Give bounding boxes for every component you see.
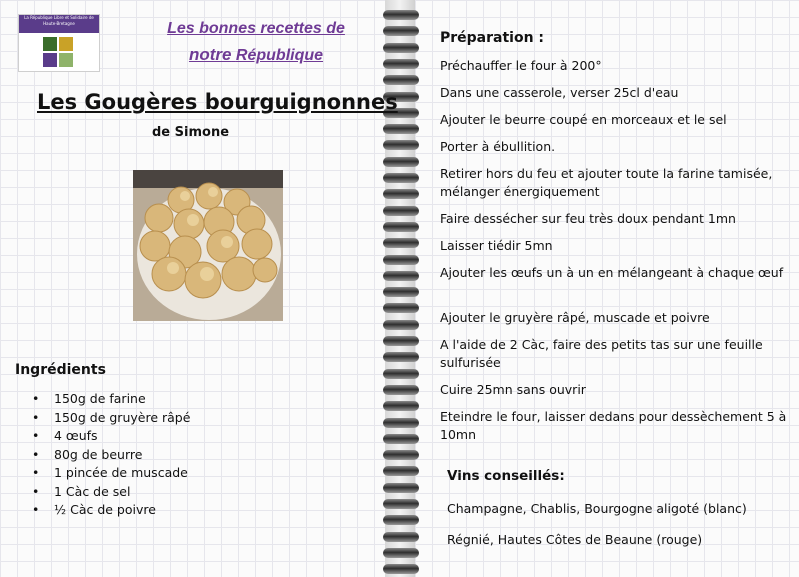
preparation-step: Préchauffer le four à 200° (440, 58, 602, 73)
preparation-step: A l'aide de 2 Càc, faire des petits tas sur une feuille sulfurisée (440, 337, 763, 370)
spiral-ring (383, 222, 419, 232)
spiral-ring (383, 75, 419, 85)
spiral-ring (383, 564, 419, 574)
ingredient-item: • 4 œufs (32, 427, 190, 446)
ingredient-item: • 1 Càc de sel (32, 483, 190, 502)
spiral-ring (383, 206, 419, 216)
spiral-ring (383, 255, 419, 265)
gougeres-photo (133, 170, 283, 321)
ingredient-item: • 150g de gruyère râpé (32, 409, 190, 428)
spiral-ring (383, 157, 419, 167)
spiral-ring (383, 450, 419, 460)
spiral-ring (383, 499, 419, 509)
preparation-step: Ajouter le beurre coupé en morceaux et le sel (440, 112, 727, 127)
preparation-step: Cuire 25mn sans ouvrir (440, 382, 586, 397)
recipe-title: Les Gougères bourguignonnes (37, 90, 398, 114)
spiral-ring (383, 320, 419, 330)
ingredient-item: • 80g de beurre (32, 446, 190, 465)
spiral-ring (383, 173, 419, 183)
preparation-step: Laisser tiédir 5mn (440, 238, 553, 253)
spiral-ring (383, 369, 419, 379)
wines-title: Vins conseillés: (447, 468, 565, 484)
spiral-ring (383, 548, 419, 558)
logo-quadrant (43, 53, 57, 67)
spiral-ring (383, 59, 419, 69)
ingredient-item: • ½ Càc de poivre (32, 501, 190, 520)
logo-quadrant (59, 37, 73, 51)
preparation-title: Préparation : (440, 30, 545, 46)
spiral-ring (383, 287, 419, 297)
spiral-ring (383, 418, 419, 428)
preparation-step: Dans une casserole, verser 25cl d'eau (440, 85, 679, 100)
header-line-2 (150, 45, 362, 65)
recipe-author: de Simone (152, 125, 230, 140)
spiral-ring (383, 10, 419, 20)
ingredient-item: • 150g de farine (32, 390, 190, 409)
spiral-ring (383, 385, 419, 395)
spiral-ring (383, 515, 419, 525)
preparation-step: Ajouter les œufs un à un en mélangeant à chaque œuf (440, 265, 784, 280)
ingredient-item: • 1 pincée de muscade (32, 464, 190, 483)
logo-quadrant (43, 37, 57, 51)
preparation-step: Faire dessécher sur feu très doux pendant 1mn (440, 211, 736, 226)
preparation-step: Eteindre le four, laisser dedans pour dessèchement 5 à 10mn (440, 409, 787, 442)
ingredients-list (32, 390, 190, 520)
republic-logo (18, 14, 100, 72)
gougeres-illustration (133, 170, 283, 321)
spiral-ring (383, 238, 419, 248)
spiral-ring (383, 124, 419, 134)
logo-band-text: La République Libre et Solidaire de Haute-Bretagne (19, 15, 99, 33)
spiral-ring (383, 271, 419, 281)
spiral-ring (383, 189, 419, 199)
spiral-ring (383, 140, 419, 150)
spiral-ring (383, 483, 419, 493)
preparation-step: Porter à ébullition. (440, 139, 556, 154)
spiral-ring (383, 434, 419, 444)
header-line-1: Les bonnes recettes de (167, 20, 345, 37)
preparation-step: Ajouter le gruyère râpé, muscade et poivre (440, 310, 710, 325)
preparation-step: Retirer hors du feu et ajouter toute la farine tamisée, mélanger énergiquement (440, 166, 773, 199)
spiral-ring (383, 303, 419, 313)
wine-item: Régnié, Hautes Côtes de Beaune (rouge) (447, 532, 703, 547)
logo-quadrant (59, 53, 73, 67)
spiral-ring (383, 532, 419, 542)
header-word-republique: République (235, 47, 324, 64)
spiral-ring (383, 466, 419, 476)
header-word-notre: notre (188, 45, 232, 64)
spiral-ring (383, 401, 419, 411)
spiral-ring (383, 352, 419, 362)
spiral-ring (383, 43, 419, 53)
spiral-ring (383, 336, 419, 346)
ingredients-title: Ingrédients (15, 362, 106, 378)
spiral-ring (383, 26, 419, 36)
wine-item: Champagne, Chablis, Bourgogne aligoté (blanc) (447, 501, 747, 516)
